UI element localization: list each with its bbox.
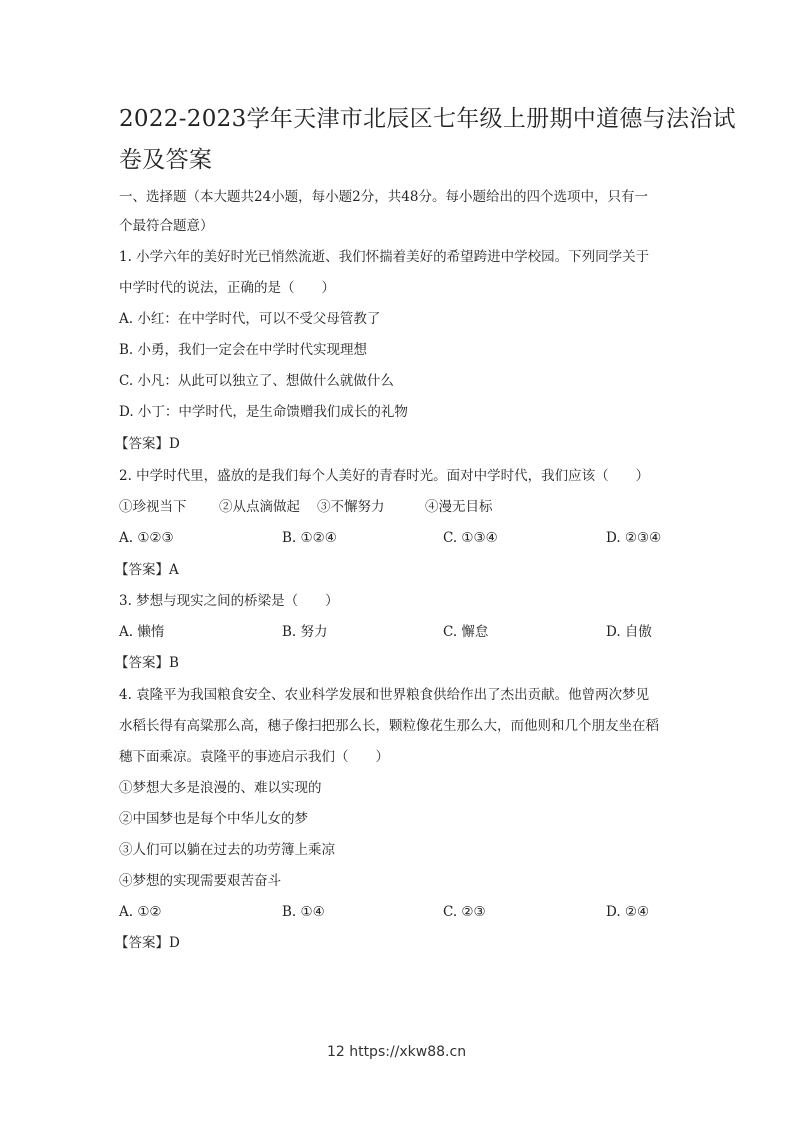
question-2-item-3: ③不懈努力 xyxy=(317,499,385,515)
page-footer: 12 https://xkw88.cn xyxy=(326,1044,467,1060)
question-3-option-b: B. 努力 xyxy=(282,624,328,640)
question-2-item-4: ④漫无目标 xyxy=(425,499,493,515)
section-heading-cont: 个最符合题意） xyxy=(119,218,214,234)
question-3-stem: 3. 梦想与现实之间的桥梁是（ ） xyxy=(119,593,339,609)
question-1-option-d: D. 小丁：中学时代，是生命馈赠我们成长的礼物 xyxy=(119,404,408,420)
question-4-option-a: A. ①② xyxy=(119,904,162,920)
question-3-option-c: C. 懈怠 xyxy=(443,624,489,640)
question-4-option-d: D. ②④ xyxy=(606,904,650,920)
question-2-option-b: B. ①②④ xyxy=(282,530,337,546)
question-4-answer: 【答案】D xyxy=(115,935,180,951)
question-2-option-a: A. ①②③ xyxy=(119,530,174,546)
question-3-answer: 【答案】B xyxy=(115,655,179,671)
question-1-stem: 1. 小学六年的美好时光已悄然流逝、我们怀揣着美好的希望跨进中学校园。下列同学关于 xyxy=(119,249,650,265)
question-4-stem: 4. 袁隆平为我国粮食安全、农业科学发展和世界粮食供给作出了杰出贡献。他曾两次梦见 xyxy=(119,687,650,703)
question-4-option-b: B. ①④ xyxy=(282,904,325,920)
question-4-option-c: C. ②③ xyxy=(443,904,486,920)
document-title-line-2: 卷及答案 xyxy=(119,147,213,173)
question-2-stem: 2. 中学时代里，盛放的是我们每个人美好的青春时光。面对中学时代，我们应该（ ） xyxy=(119,468,650,484)
section-heading: 一、选择题（本大题共24小题，每小题2分，共48分。每小题给出的四个选项中，只有一 xyxy=(119,189,648,205)
question-2-option-c: C. ①③④ xyxy=(443,530,498,546)
question-2-item-2: ②从点滴做起 xyxy=(219,499,300,515)
question-1-answer: 【答案】D xyxy=(115,436,180,452)
question-2-item-1: ①珍视当下 xyxy=(119,499,187,515)
question-4-item-4: ④梦想的实现需要艰苦奋斗 xyxy=(119,873,281,889)
question-4-stem-cont-2: 穗下面乘凉。袁隆平的事迹启示我们（ ） xyxy=(119,749,389,765)
question-2-option-d: D. ②③④ xyxy=(606,530,662,546)
question-4-stem-cont-1: 水稻长得有高粱那么高，穗子像扫把那么长，颗粒像花生那么大，而他则和几个朋友坐在稻 xyxy=(119,718,659,734)
document-title-line-1: 2022-2023学年天津市北辰区七年级上册期中道德与法治试 xyxy=(119,106,736,132)
question-1-option-b: B. 小勇，我们一定会在中学时代实现理想 xyxy=(119,342,368,358)
question-2-answer: 【答案】A xyxy=(115,562,179,578)
question-3-option-d: D. 自傲 xyxy=(606,624,652,640)
question-1-stem-cont: 中学时代的说法，正确的是（ ） xyxy=(119,280,335,296)
question-1-option-c: C. 小凡：从此可以独立了、想做什么就做什么 xyxy=(119,373,394,389)
question-4-item-1: ①梦想大多是浪漫的、难以实现的 xyxy=(119,780,322,796)
question-3-option-a: A. 懒惰 xyxy=(119,624,165,640)
question-1-option-a: A. 小红：在中学时代，可以不受父母管教了 xyxy=(119,311,381,327)
question-4-item-2: ②中国梦也是每个中华儿女的梦 xyxy=(119,811,308,827)
question-4-item-3: ③人们可以躺在过去的功劳簿上乘凉 xyxy=(119,842,335,858)
